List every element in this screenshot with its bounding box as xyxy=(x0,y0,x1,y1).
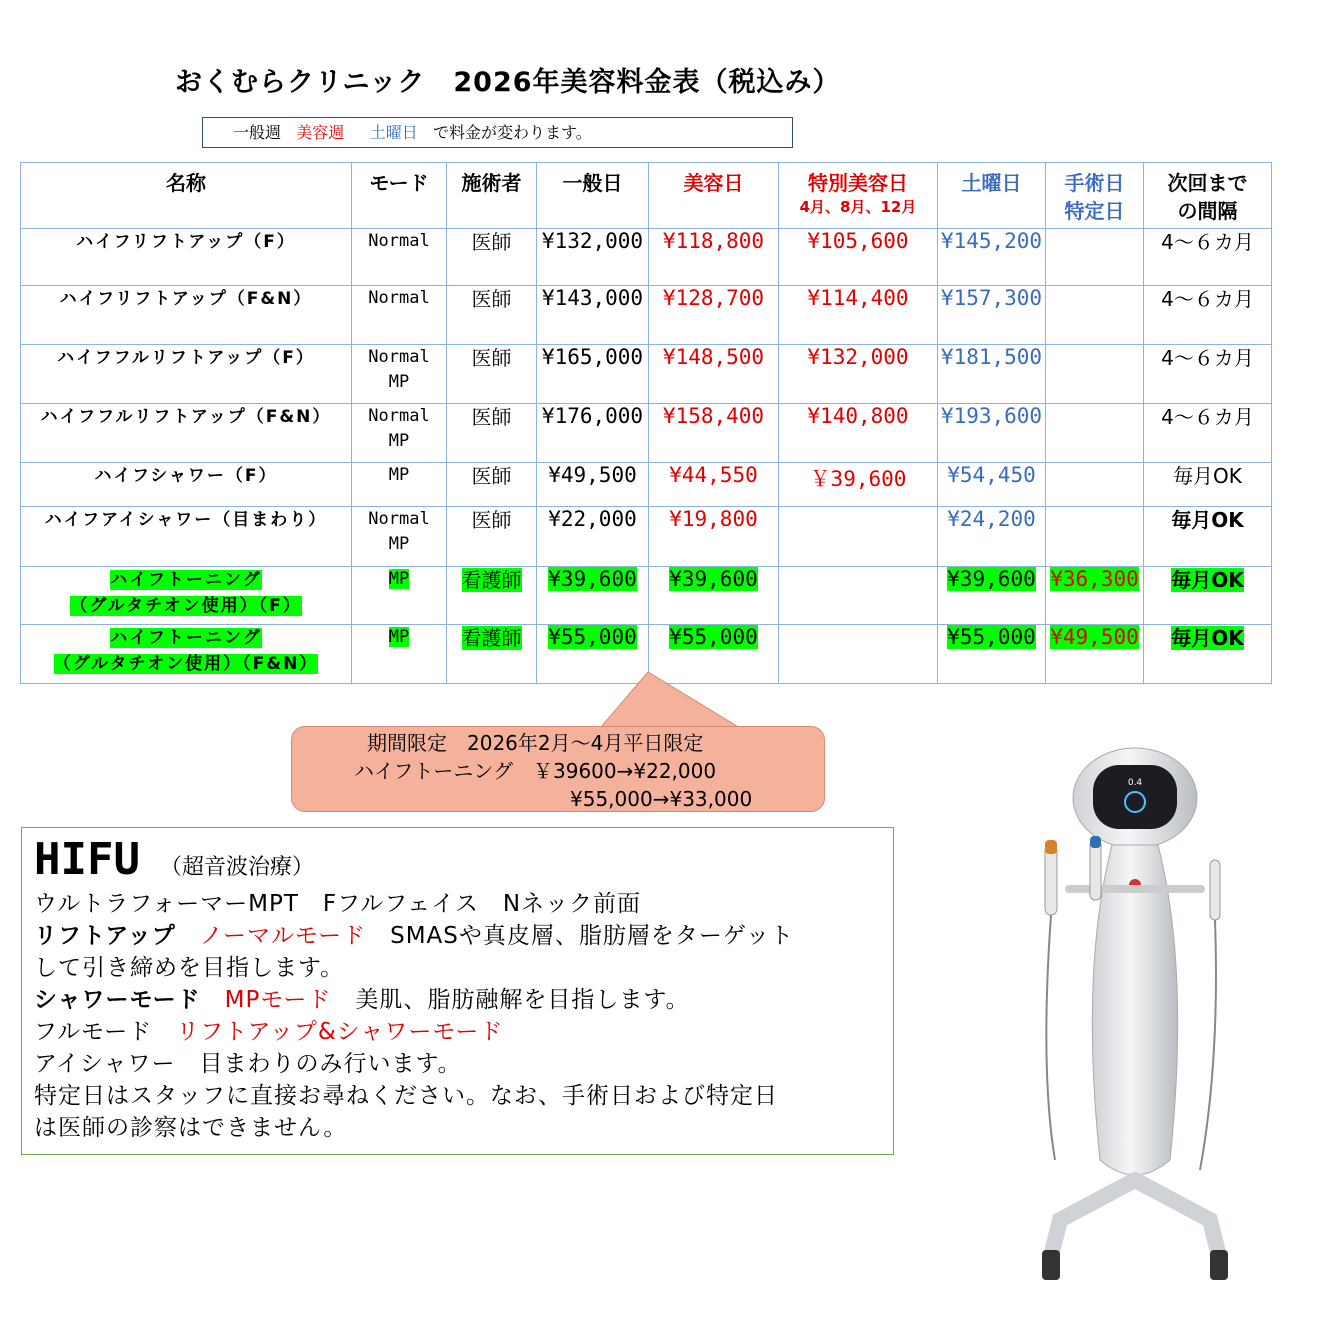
header-beauty: 美容日 xyxy=(649,163,779,229)
row-special-price xyxy=(779,567,938,625)
header-mode: モード xyxy=(352,163,447,229)
row-special-price xyxy=(779,625,938,684)
row-beauty-price: ¥44,550 xyxy=(649,463,779,507)
hifu-lift-line xyxy=(34,920,874,952)
row-surgery-price xyxy=(1046,507,1144,567)
row-mode-line2: MP xyxy=(388,534,410,554)
row-practitioner xyxy=(447,567,537,625)
row-interval: 4～６カ月 xyxy=(1144,286,1272,345)
hifu-note-line1: 特定日はスタッフに直接お尋ねください。なお、手術日および特定日 xyxy=(34,1083,778,1109)
header-practitioner: 施術者 xyxy=(447,163,537,229)
row-special-price xyxy=(779,507,938,567)
row-mode-line2: MP xyxy=(388,431,410,451)
row-interval xyxy=(1144,625,1272,684)
row-mode: MP xyxy=(352,463,447,507)
row-surgery-price xyxy=(1046,229,1144,286)
row-practitioner-text: 看護師 xyxy=(461,568,522,592)
header-name: 名称 xyxy=(21,163,352,229)
row-general-price-text: ¥55,000 xyxy=(548,625,637,649)
row-mode xyxy=(352,404,447,463)
device-screen-value: 0.4 xyxy=(1127,778,1143,788)
hifu-full-mode: リフトアップ&シャワーモード xyxy=(176,1019,504,1045)
row-general-price: ¥165,000 xyxy=(537,345,649,404)
row-beauty-price: ¥118,800 xyxy=(649,229,779,286)
hifu-subtitle: （超音波治療） xyxy=(159,855,314,880)
row-surgery-price xyxy=(1046,286,1144,345)
hifu-shower-label: シャワーモード xyxy=(34,987,201,1013)
row-beauty-price: ¥19,800 xyxy=(649,507,779,567)
row-special-price: ￥39,600 xyxy=(779,463,938,507)
row-special-price: ¥140,800 xyxy=(779,404,938,463)
page-title: おくむらクリニック 2026年美容料金表（税込み） xyxy=(175,67,841,98)
table-row xyxy=(21,229,1272,286)
hifu-shower-text: 美肌、脂肪融解を目指します。 xyxy=(355,987,690,1013)
row-practitioner: 医師 xyxy=(447,507,537,567)
row-mode-line1: Normal xyxy=(368,406,430,426)
row-mode-line1: Normal xyxy=(368,347,430,367)
row-surgery-price xyxy=(1046,567,1144,625)
header-surgery xyxy=(1046,163,1144,229)
legend-beauty: 美容週 xyxy=(296,123,345,142)
row-surgery-price xyxy=(1046,345,1144,404)
row-saturday-price: ¥24,200 xyxy=(938,507,1046,567)
row-saturday-price-text: ¥39,600 xyxy=(947,567,1036,591)
header-interval-line1: 次回まで xyxy=(1167,171,1248,195)
hifu-device-image xyxy=(1020,740,1250,1300)
hifu-heading xyxy=(34,834,314,885)
row-general-price: ¥49,500 xyxy=(537,463,649,507)
row-name xyxy=(21,567,352,625)
hifu-title: HIFU xyxy=(34,834,140,885)
row-name xyxy=(21,625,352,684)
header-special xyxy=(779,163,938,229)
row-mode: Normal xyxy=(352,229,447,286)
row-mode: Normal xyxy=(352,286,447,345)
row-saturday-price: ¥157,300 xyxy=(938,286,1046,345)
row-general-price: ¥176,000 xyxy=(537,404,649,463)
row-mode xyxy=(352,567,447,625)
hifu-full-label: フルモード xyxy=(34,1019,153,1045)
hifu-full-line xyxy=(34,1016,874,1048)
row-mode-line1: MP xyxy=(388,627,410,647)
row-saturday-price: ¥145,200 xyxy=(938,229,1046,286)
row-interval: 毎月OK xyxy=(1144,463,1272,507)
row-name: ハイフフルリフトアップ（F） xyxy=(21,345,352,404)
table-row xyxy=(21,567,1272,625)
row-name-line1: ハイフトーニング xyxy=(110,570,262,590)
table-row xyxy=(21,463,1272,507)
legend-suffix: で料金が変わります。 xyxy=(433,123,592,142)
price-table xyxy=(20,162,1272,684)
row-practitioner: 医師 xyxy=(447,463,537,507)
header-special-months: 4月、8月、12月 xyxy=(799,198,917,216)
row-practitioner: 医師 xyxy=(447,229,537,286)
campaign-line2: ハイフトーニング ￥39600→¥22,000 xyxy=(354,759,717,783)
hifu-shower-mode: MPモード xyxy=(224,987,332,1013)
header-general: 一般日 xyxy=(537,163,649,229)
row-practitioner-text: 看護師 xyxy=(461,626,522,650)
table-row xyxy=(21,345,1272,404)
row-saturday-price: ¥193,600 xyxy=(938,404,1046,463)
header-surgery-line2: 特定日 xyxy=(1064,199,1125,223)
row-beauty-price-text: ¥39,600 xyxy=(669,567,758,591)
table-row xyxy=(21,507,1272,567)
table-row xyxy=(21,404,1272,463)
row-interval: 4～６カ月 xyxy=(1144,404,1272,463)
row-special-price: ¥105,600 xyxy=(779,229,938,286)
legend-general: 一般週 xyxy=(233,123,282,142)
row-beauty-price: ¥158,400 xyxy=(649,404,779,463)
header-saturday: 土曜日 xyxy=(938,163,1046,229)
row-name-line1: ハイフトーニング xyxy=(110,628,262,648)
row-saturday-price: ¥181,500 xyxy=(938,345,1046,404)
row-beauty-price: ¥128,700 xyxy=(649,286,779,345)
hifu-shower-line xyxy=(34,984,874,1016)
header-surgery-line1: 手術日 xyxy=(1064,171,1125,195)
row-saturday-price xyxy=(938,625,1046,684)
callout-pointer xyxy=(600,672,740,728)
row-name: ハイフフルリフトアップ（F&N） xyxy=(21,404,352,463)
hifu-lift-label: リフトアップ xyxy=(34,923,176,949)
row-beauty-price xyxy=(649,567,779,625)
legend-saturday: 土曜日 xyxy=(369,123,418,142)
row-name: ハイフシャワー（F） xyxy=(21,463,352,507)
row-general-price-text: ¥39,600 xyxy=(548,567,637,591)
row-mode xyxy=(352,507,447,567)
table-header-row xyxy=(21,163,1272,229)
row-mode xyxy=(352,625,447,684)
row-general-price: ¥132,000 xyxy=(537,229,649,286)
header-special-title: 特別美容日 xyxy=(808,171,908,195)
row-practitioner: 医師 xyxy=(447,286,537,345)
row-general-price: ¥143,000 xyxy=(537,286,649,345)
row-practitioner: 医師 xyxy=(447,345,537,404)
row-beauty-price-text: ¥55,000 xyxy=(669,625,758,649)
row-saturday-price: ¥54,450 xyxy=(938,463,1046,507)
row-surgery-price-text: ¥36,300 xyxy=(1050,567,1139,591)
row-saturday-price-text: ¥55,000 xyxy=(947,625,1036,649)
row-name: ハイフアイシャワー（目まわり） xyxy=(21,507,352,567)
hifu-lift-text: SMASや真皮層、脂肪層をターゲット xyxy=(390,923,794,949)
row-special-price: ¥132,000 xyxy=(779,345,938,404)
hifu-note-line2: は医師の診察はできません。 xyxy=(34,1115,348,1141)
row-practitioner xyxy=(447,625,537,684)
row-beauty-price: ¥148,500 xyxy=(649,345,779,404)
row-mode-line1: MP xyxy=(388,569,410,589)
hifu-lift-mode: ノーマルモード xyxy=(199,923,367,949)
row-interval: 4～６カ月 xyxy=(1144,345,1272,404)
row-special-price: ¥114,400 xyxy=(779,286,938,345)
table-row xyxy=(21,286,1272,345)
row-interval-text: 毎月OK xyxy=(1171,568,1244,592)
row-interval-text: 毎月OK xyxy=(1171,626,1244,650)
row-surgery-price xyxy=(1046,625,1144,684)
row-surgery-price xyxy=(1046,404,1144,463)
campaign-line3: ¥55,000→¥33,000 xyxy=(570,787,753,811)
hifu-device-line: ウルトラフォーマーMPT Fフルフェイス Nネック前面 xyxy=(34,891,642,917)
row-name-line2: （グルタチオン使用）（F&N） xyxy=(53,654,319,674)
hifu-description-box xyxy=(21,827,894,1155)
row-general-price: ¥22,000 xyxy=(537,507,649,567)
row-saturday-price xyxy=(938,567,1046,625)
header-interval xyxy=(1144,163,1272,229)
row-interval: 4～６カ月 xyxy=(1144,229,1272,286)
row-mode-line1: Normal xyxy=(368,509,430,529)
row-mode-line2: MP xyxy=(388,372,410,392)
header-interval-line2: の間隔 xyxy=(1177,199,1238,223)
hifu-lift-line2: して引き締めを目指します。 xyxy=(34,955,345,981)
campaign-line1: 期間限定 2026年2月～4月平日限定 xyxy=(367,731,704,755)
row-general-price xyxy=(537,567,649,625)
row-name: ハイフリフトアップ（F） xyxy=(21,229,352,286)
row-mode xyxy=(352,345,447,404)
row-name-line2: （グルタチオン使用）（F） xyxy=(70,596,302,616)
campaign-callout xyxy=(291,726,825,812)
row-surgery-price-text: ¥49,500 xyxy=(1050,625,1139,649)
row-name: ハイフリフトアップ（F&N） xyxy=(21,286,352,345)
week-legend xyxy=(202,117,793,148)
row-practitioner: 医師 xyxy=(447,404,537,463)
row-interval xyxy=(1144,567,1272,625)
hifu-eye-line: アイシャワー 目まわりのみ行います。 xyxy=(34,1051,462,1077)
row-surgery-price xyxy=(1046,463,1144,507)
hifu-body xyxy=(34,888,874,1144)
row-interval: 毎月OK xyxy=(1144,507,1272,567)
